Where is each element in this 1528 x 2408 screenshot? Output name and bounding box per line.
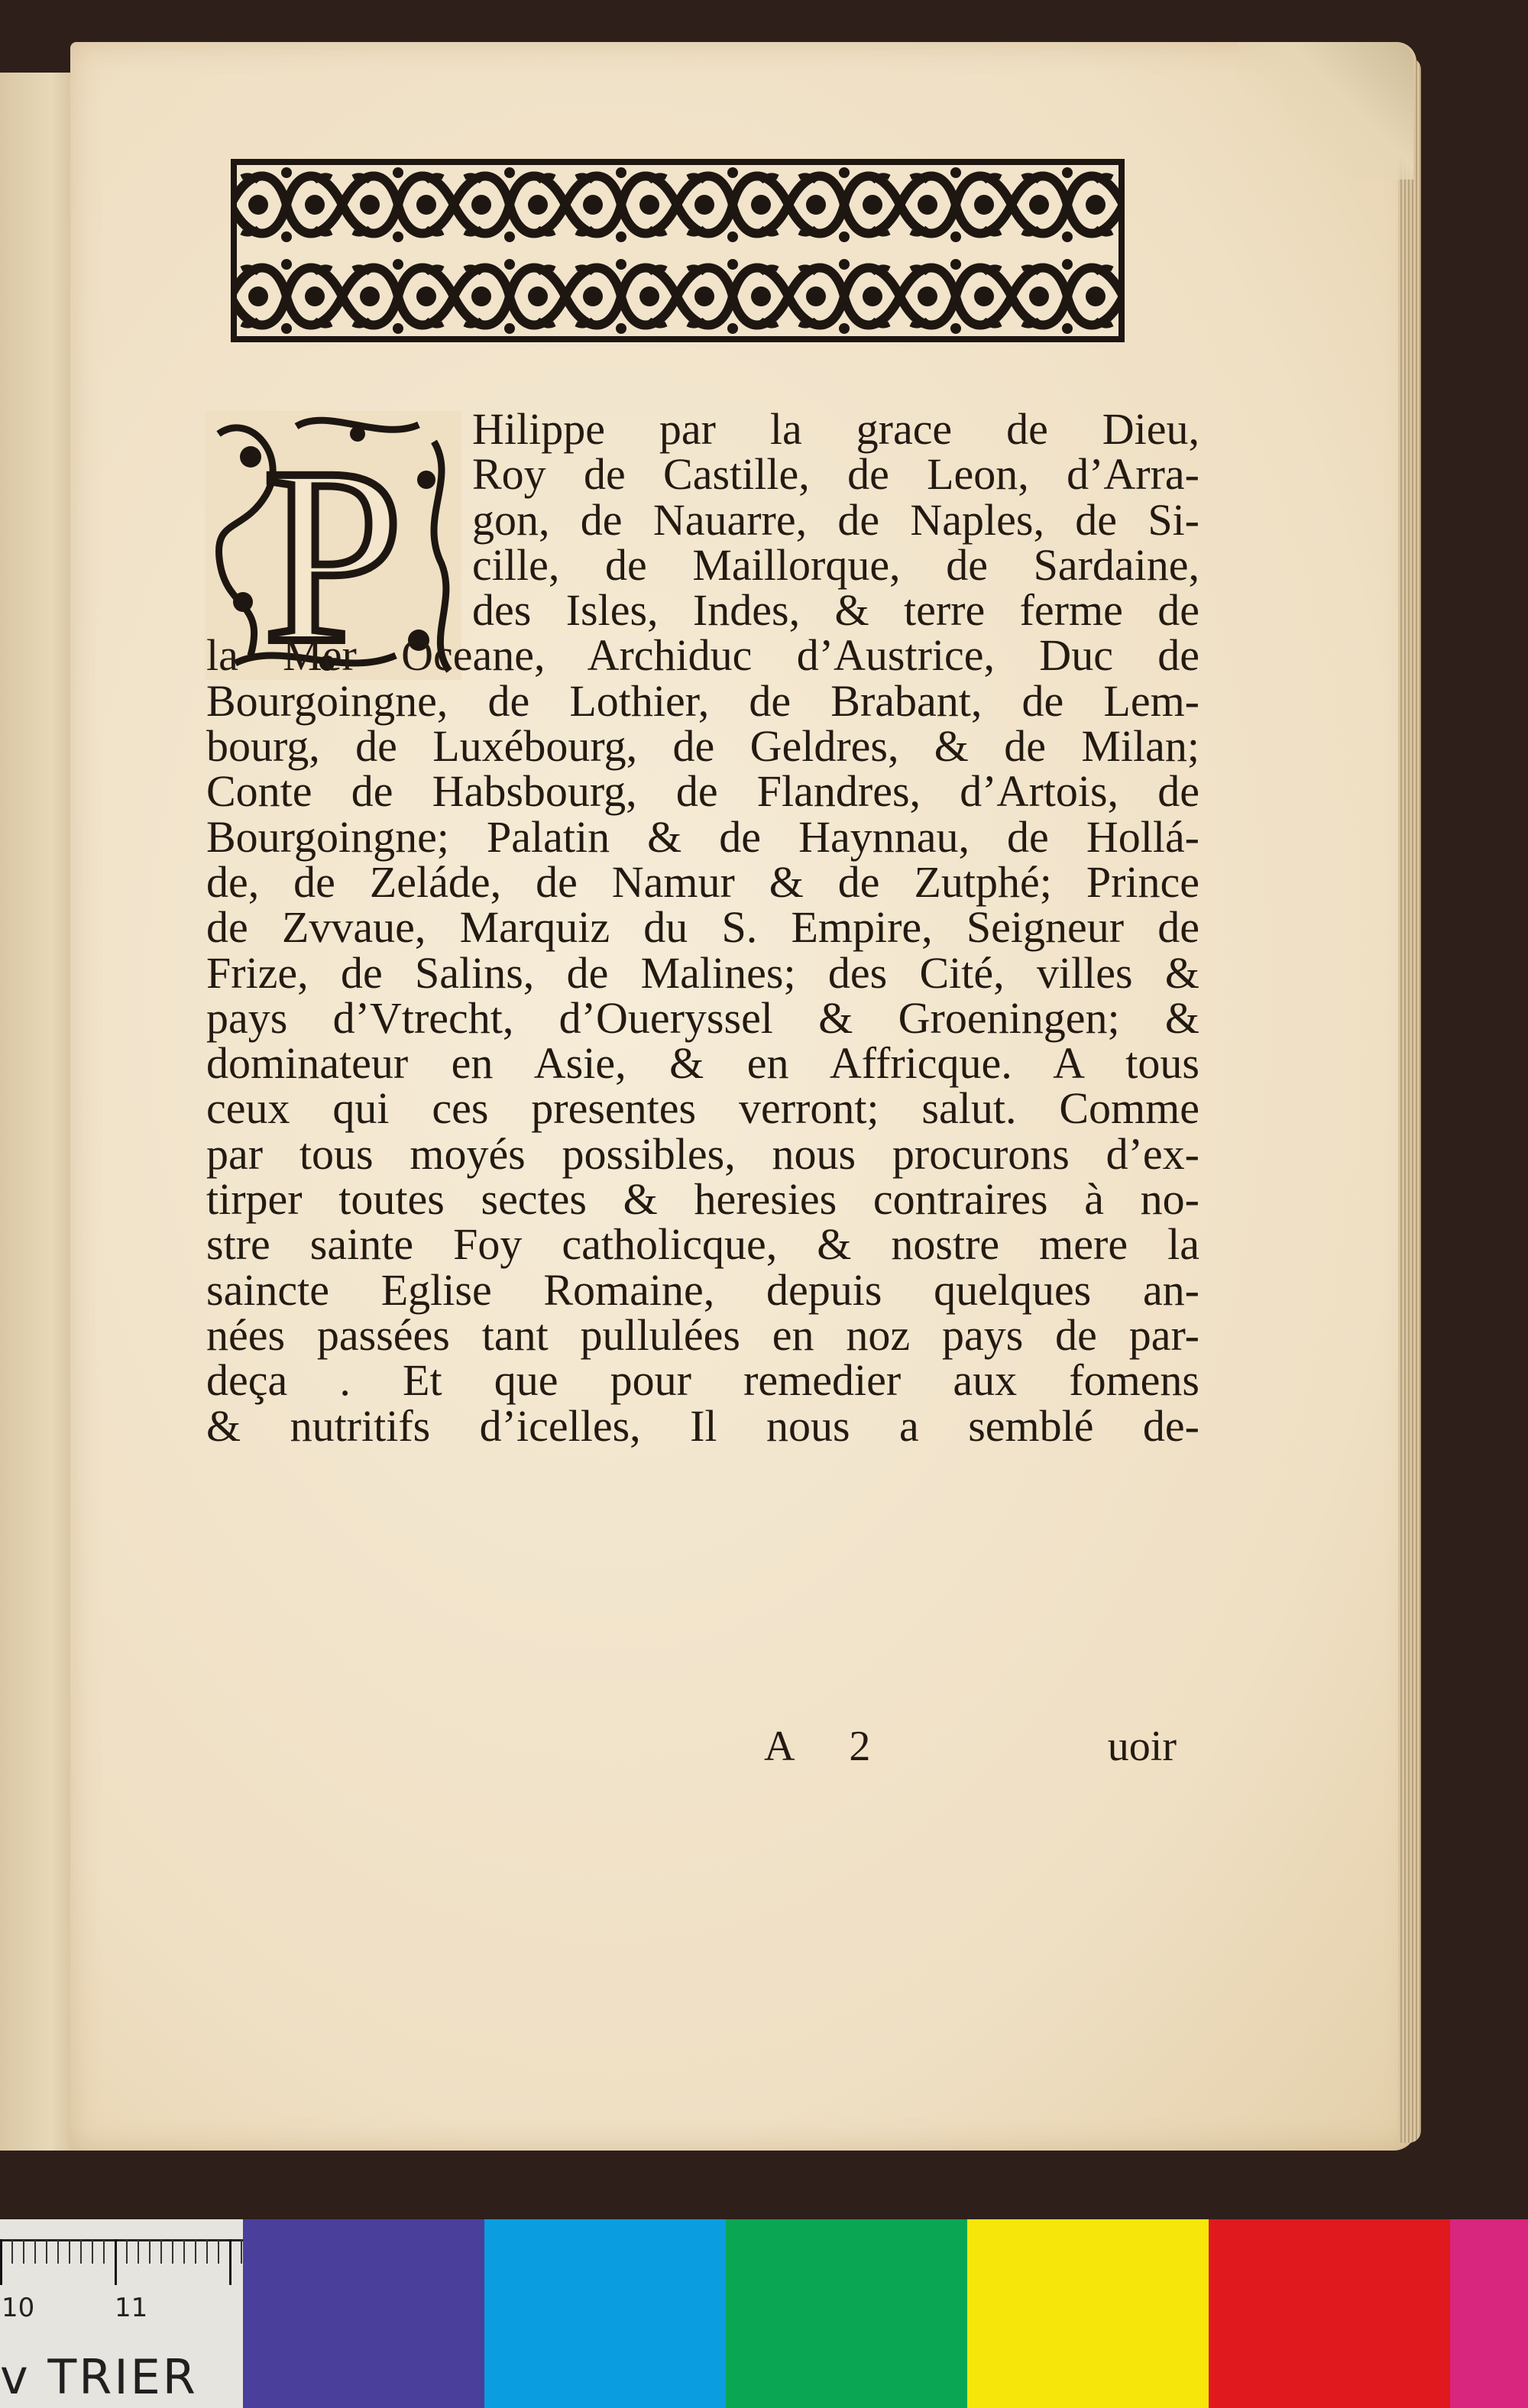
text-line: de, de Zeláde, de Namur & de Zutphé; Prince	[206, 856, 1199, 907]
color-swatch-green	[726, 2219, 967, 2408]
ruler-major-ticks	[0, 2239, 243, 2285]
text-line: pays d’Vtrecht, d’Oueryssel & Groeningen; &	[206, 992, 1199, 1043]
page-stack-edge	[1398, 57, 1421, 2143]
color-swatch-cyan	[484, 2219, 726, 2408]
text-line: Roy de Castille, de Leon, d’Arra-	[472, 449, 1199, 500]
ruler-number: 11	[115, 2293, 148, 2323]
text-line: deça . Et que pour remedier aux fomens	[206, 1355, 1199, 1406]
text-line: la Mer Oceane, Archiduc d’Austrice, Duc de	[206, 630, 1199, 681]
ruler-number: 10	[2, 2293, 35, 2323]
text-line: ceux qui ces presentes verront; salut. Comme	[206, 1083, 1199, 1134]
page-footer	[206, 1722, 1177, 1768]
catchword: uoir	[1107, 1723, 1177, 1770]
text-line: par tous moyés possibles, nous procurons d’ex-	[206, 1128, 1199, 1179]
text-line: nées passées tant pullulées en noz pays de par-	[206, 1309, 1199, 1360]
color-swatch-magenta	[1450, 2219, 1528, 2408]
ornament-headpiece	[231, 159, 1125, 342]
text-line: & nutritifs d’icelles, Il nous a semblé de-	[206, 1400, 1199, 1451]
text-line: Bourgoingne; Palatin & de Haynnau, de Hollá-	[206, 811, 1199, 862]
text-line: Bourgoingne, de Lothier, de Brabant, de Lem-	[206, 675, 1199, 726]
text-line: des Isles, Indes, & terre ferme de	[472, 585, 1199, 636]
text-line: stre sainte Foy catholicque, & nostre mere la	[206, 1219, 1199, 1270]
text-line: Frize, de Salins, de Malines; des Cité, villes &	[206, 947, 1199, 998]
color-swatch-blue	[243, 2219, 484, 2408]
text-line: cille, de Maillorque, de Sardaine,	[472, 539, 1199, 590]
signature-mark: A 2	[764, 1723, 894, 1770]
archive-label: v TRIER	[0, 2349, 198, 2405]
text-line: de Zvvaue, Marquiz du S. Empire, Seigneur de	[206, 902, 1199, 953]
scale-ruler	[0, 2219, 243, 2408]
color-swatch-red	[1209, 2219, 1450, 2408]
initial-letter: P	[263, 416, 403, 680]
color-swatch-yellow	[967, 2219, 1209, 2408]
text-line: dominateur en Asie, & en Affricque. A tous	[206, 1038, 1199, 1089]
text-line: bourg, de Luxébourg, de Geldres, & de Milan;	[206, 721, 1199, 772]
text-line: saincte Eglise Romaine, depuis quelques an-	[206, 1264, 1199, 1315]
body-text	[206, 404, 1199, 1451]
text-line: Conte de Habsbourg, de Flandres, d’Artois, de	[206, 766, 1199, 817]
text-line: Hilippe par la grace de Dieu,	[472, 404, 1199, 454]
text-line: tirper toutes sectes & heresies contraires à no-	[206, 1174, 1199, 1225]
text-line: gon, de Nauarre, de Naples, de Si-	[472, 494, 1199, 545]
worn-page-corner	[1238, 42, 1413, 180]
